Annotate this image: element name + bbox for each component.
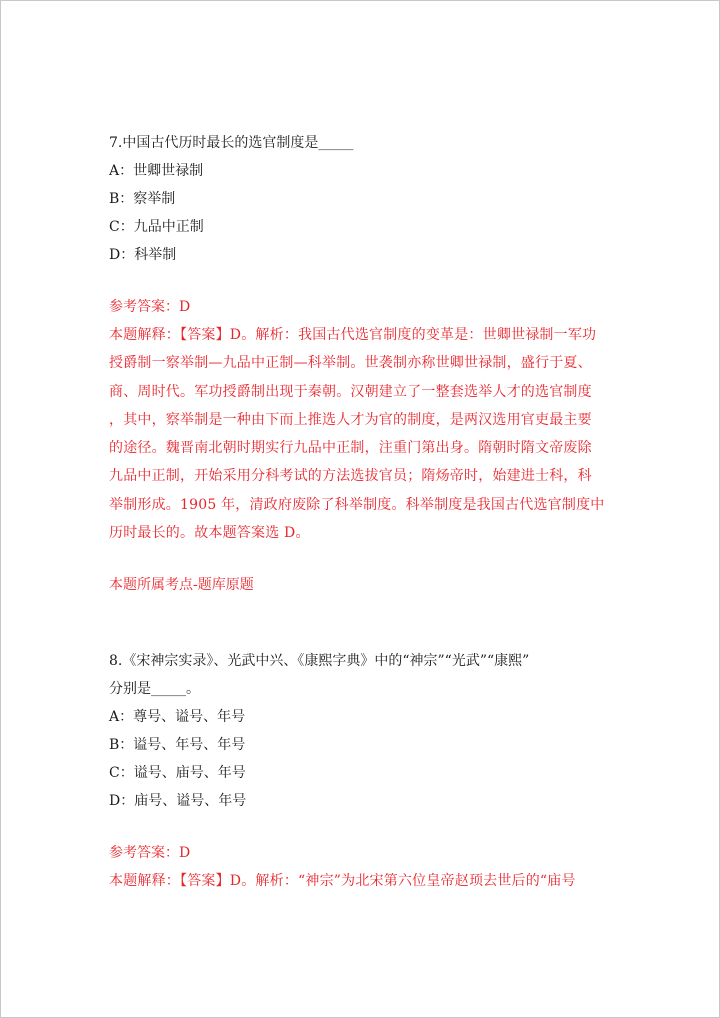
question-7-explanation bbox=[109, 321, 617, 547]
question-7-answer: 参考答案：D bbox=[109, 299, 191, 315]
question-8-text-line-2: 分别是_____。 bbox=[109, 681, 200, 698]
explanation-line: ，其中，察举制是一种由下而上推选人才为官的制度，是两汉选用官吏最主要 bbox=[109, 411, 592, 428]
explanation-line: 历时最长的。故本题答案选 D。 bbox=[109, 525, 310, 542]
question-8-answer: 参考答案：D bbox=[109, 845, 191, 862]
question-8-explanation bbox=[109, 867, 617, 895]
question-8-option-c: C：谥号、庙号、年号 bbox=[109, 765, 246, 782]
question-8-option-d: D：庙号、谥号、年号 bbox=[109, 793, 247, 810]
question-7-source: 本题所属考点-题库原题 bbox=[109, 577, 254, 594]
explanation-line: 本题解释：【答案】D。解析：“神宗”为北宋第六位皇帝赵顼去世后的“庙号 bbox=[109, 873, 576, 890]
explanation-line: 本题解释：【答案】D。解析：我国古代选官制度的变革是：世卿世禄制一军功 bbox=[109, 327, 597, 343]
question-7-option-c: C：九品中正制 bbox=[109, 219, 204, 235]
page-content bbox=[109, 129, 617, 896]
question-8-text-line-1: 8.《宋神宗实录》、光武中兴、《康熙字典》中的“神宗”“光武”“康熙” bbox=[109, 653, 530, 670]
question-7-text: 7.中国古代历时最长的选官制度是_____ bbox=[109, 135, 354, 151]
question-7-option-b: B：察举制 bbox=[109, 191, 176, 207]
explanation-line: 的途径。魏晋南北朝时期实行九品中正制，注重门第出身。隋朝时隋文帝废除 bbox=[109, 440, 592, 457]
explanation-line: 举制形成。1905 年，清政府废除了科举制度。科举制度是我国古代选官制度中 bbox=[109, 496, 605, 513]
question-7-option-a: A：世卿世禄制 bbox=[109, 163, 204, 179]
question-8-option-a: A：尊号、谥号、年号 bbox=[109, 709, 246, 726]
explanation-line: 九品中正制，开始采用分科考试的方法选拔官员；隋炀帝时，始建进士科，科 bbox=[109, 468, 592, 485]
question-7-option-d: D：科举制 bbox=[109, 247, 177, 263]
explanation-line: 授爵制一察举制—九品中正制—科举制。世袭制亦称世卿世禄制，盛行于夏、 bbox=[109, 355, 592, 372]
question-8-option-b: B：谥号、年号、年号 bbox=[109, 737, 246, 754]
explanation-line: 商、周时代。军功授爵制出现于秦朝。汉朝建立了一整套选举人才的选官制度 bbox=[109, 383, 592, 400]
